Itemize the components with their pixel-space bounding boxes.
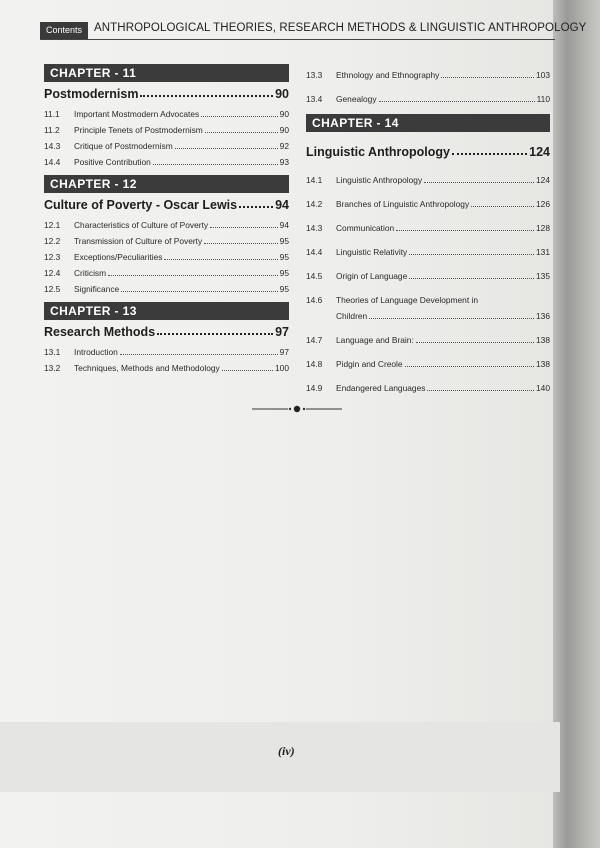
entry-page: 103 (536, 70, 550, 80)
entry-page: 90 (279, 109, 289, 119)
leader-dots (204, 243, 278, 244)
entry-title: Techniques, Methods and Methodology (74, 363, 220, 373)
leader-dots (140, 95, 273, 97)
leader-dots (369, 318, 534, 319)
entry-title: Endangered Languages (336, 383, 426, 393)
toc-entry[interactable] (306, 88, 550, 104)
chapter-13-banner: CHAPTER - 13 (44, 302, 289, 320)
leader-dots (157, 333, 273, 335)
entry-page: 94 (279, 220, 289, 230)
entry-number: 13.1 (44, 347, 61, 357)
entry-page: 135 (536, 271, 550, 281)
toc-entry[interactable] (306, 289, 550, 305)
chapter-14-heading[interactable] (306, 145, 550, 159)
toc-entry[interactable] (306, 64, 550, 80)
entry-title: Linguistic Anthropology (336, 175, 423, 185)
chapter-12-banner: CHAPTER - 12 (44, 175, 289, 193)
leader-dots (239, 206, 273, 208)
chapter-title: Research Methods (44, 325, 156, 339)
entry-title: Pidgin and Creole (336, 359, 403, 369)
toc-entry[interactable] (306, 217, 550, 233)
leader-dots (427, 390, 534, 391)
entry-number: 14.8 (306, 359, 323, 369)
chapter-page: 90 (275, 87, 289, 101)
entry-title: Transmission of Culture of Poverty (74, 236, 203, 246)
leader-dots (108, 275, 278, 276)
section-divider-ornament (252, 404, 342, 414)
leader-dots (471, 206, 534, 207)
toc-entry[interactable] (44, 230, 289, 246)
chapter-11-heading[interactable] (44, 87, 289, 101)
entry-number: 14.3 (306, 223, 323, 233)
entry-number: 12.4 (44, 268, 61, 278)
leader-dots (164, 259, 277, 260)
entry-number: 12.3 (44, 252, 61, 262)
page-number: (iv) (278, 744, 295, 758)
entry-title: Theories of Language Development in (336, 295, 479, 305)
page-edge (553, 0, 600, 848)
toc-entry[interactable] (306, 353, 550, 369)
entry-number: 14.5 (306, 271, 323, 281)
chapter-14-banner: CHAPTER - 14 (306, 114, 550, 132)
leader-dots (441, 77, 534, 78)
entry-page: 126 (536, 199, 550, 209)
entry-page: 95 (279, 252, 289, 262)
entry-page: 95 (279, 236, 289, 246)
entry-title: Origin of Language (336, 271, 408, 281)
entry-number: 13.2 (44, 363, 61, 373)
leader-dots (424, 182, 534, 183)
entry-page: 95 (279, 268, 289, 278)
chapter-title: Linguistic Anthropology (306, 145, 450, 159)
leader-dots (153, 164, 278, 165)
toc-entry[interactable] (44, 262, 289, 278)
leader-dots (210, 227, 278, 228)
toc-entry[interactable] (306, 265, 550, 281)
entry-title: Positive Contribution (74, 157, 151, 167)
entry-page: 92 (279, 141, 289, 151)
toc-entry[interactable] (44, 151, 289, 167)
entry-number: 14.2 (306, 199, 323, 209)
leader-dots (379, 101, 535, 102)
leader-dots (120, 354, 278, 355)
entry-title: Criticism (74, 268, 107, 278)
leader-dots (405, 366, 534, 367)
entry-title: Branches of Linguistic Anthropology (336, 199, 470, 209)
contents-tab: Contents (40, 22, 88, 39)
entry-page: 110 (536, 94, 550, 104)
toc-entry[interactable] (44, 135, 289, 151)
leader-dots (452, 153, 527, 155)
leader-dots (121, 291, 278, 292)
chapter-page: 94 (275, 198, 289, 212)
entry-number: 14.3 (44, 141, 61, 151)
entry-title: Critique of Postmodernism (74, 141, 173, 151)
toc-entry[interactable] (306, 329, 550, 345)
entry-number: 14.4 (44, 157, 61, 167)
toc-left-column (44, 64, 289, 373)
entry-title: Characteristics of Culture of Poverty (74, 220, 209, 230)
chapter-11-banner: CHAPTER - 11 (44, 64, 289, 82)
leader-dots (409, 278, 534, 279)
entry-number: 14.6 (306, 295, 323, 305)
toc-entry[interactable] (306, 377, 550, 393)
entry-number: 14.7 (306, 335, 323, 345)
entry-number: 12.5 (44, 284, 61, 294)
entry-number: 13.3 (306, 70, 323, 80)
leader-dots (205, 132, 278, 133)
toc-entry[interactable] (44, 341, 289, 357)
entry-page: 100 (275, 363, 289, 373)
leader-dots (416, 342, 534, 343)
leader-dots (175, 148, 278, 149)
entry-number: 11.1 (44, 109, 60, 119)
chapter-13-heading[interactable] (44, 325, 289, 339)
entry-page: 131 (536, 247, 550, 257)
running-header-title: ANTHROPOLOGICAL THEORIES, RESEARCH METHODS & LINGUISTIC ANTHROPOLOGY (94, 22, 587, 34)
chapter-page: 124 (529, 145, 550, 159)
entry-page: 136 (536, 311, 550, 321)
entry-page: 128 (536, 223, 550, 233)
toc-entry[interactable] (306, 193, 550, 209)
entry-page: 95 (279, 284, 289, 294)
entry-title: Genealogy (336, 94, 377, 104)
toc-entry[interactable] (306, 169, 550, 185)
entry-number: 11.2 (44, 125, 60, 135)
entry-number: 14.9 (306, 383, 323, 393)
leader-dots (201, 116, 277, 117)
entry-page: 93 (279, 157, 289, 167)
toc-entry[interactable] (44, 278, 289, 294)
entry-number: 14.1 (306, 175, 323, 185)
toc-entry[interactable] (44, 103, 289, 119)
entry-page: 140 (536, 383, 550, 393)
entry-title: Children (336, 311, 368, 321)
entry-page: 138 (536, 335, 550, 345)
entry-title: Significance (74, 284, 120, 294)
chapter-page: 97 (275, 325, 289, 339)
leader-dots (409, 254, 534, 255)
entry-number: 13.4 (306, 94, 323, 104)
toc-entry[interactable] (44, 357, 289, 373)
leader-dots (222, 370, 273, 371)
entry-title: Important Mostmodern Advocates (74, 109, 200, 119)
toc-entry[interactable] (44, 119, 289, 135)
toc-entry[interactable] (44, 246, 289, 262)
entry-title: Language and Brain: (336, 335, 414, 345)
entry-page: 97 (279, 347, 289, 357)
chapter-12-heading[interactable] (44, 198, 289, 212)
entry-page: 90 (279, 125, 289, 135)
chapter-title: Postmodernism (44, 87, 139, 101)
entry-number: 14.4 (306, 247, 323, 257)
entry-title: Communication (336, 223, 395, 233)
entry-title: Introduction (74, 347, 118, 357)
toc-entry-continuation[interactable] (306, 305, 550, 321)
toc-right-column (306, 64, 550, 393)
entry-title: Linguistic Relativity (336, 247, 408, 257)
toc-entry[interactable] (306, 241, 550, 257)
entry-title: Exceptions/Peculiarities (74, 252, 163, 262)
entry-page: 124 (536, 175, 550, 185)
leader-dots (396, 230, 534, 231)
entry-number: 12.2 (44, 236, 61, 246)
entry-title: Principle Tenets of Postmodernism (74, 125, 203, 135)
toc-entry[interactable] (44, 214, 289, 230)
entry-page: 138 (536, 359, 550, 369)
entry-title: Ethnology and Ethnography (336, 70, 440, 80)
header-rule (40, 39, 555, 40)
entry-number: 12.1 (44, 220, 61, 230)
chapter-title: Culture of Poverty - Oscar Lewis (44, 198, 238, 212)
